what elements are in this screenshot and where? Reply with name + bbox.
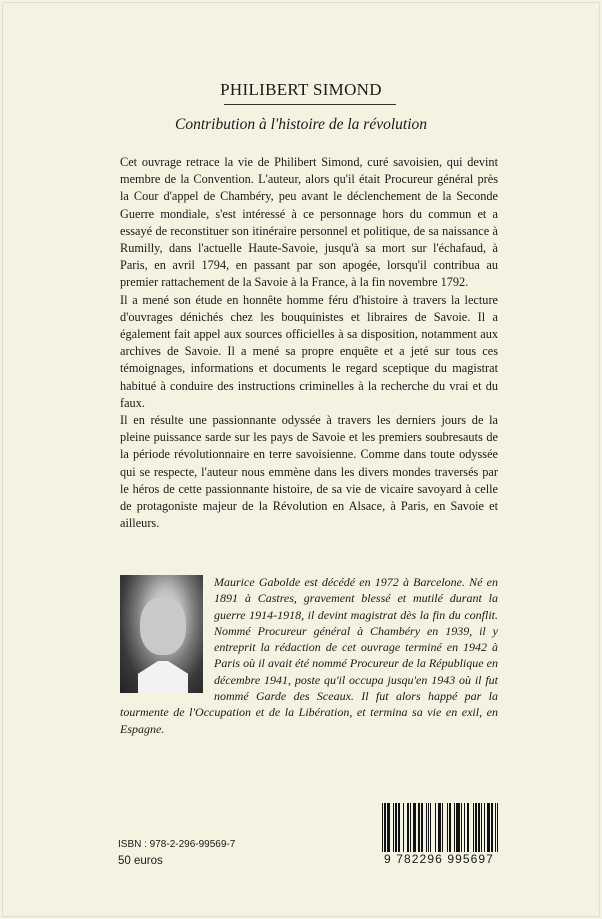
blurb-paragraph: Cet ouvrage retrace la vie de Philibert Simond, curé savoisien, qui devint membre de la Convention. L'auteur, alors qu'il était Procureur général près la Cour d'appel de Chambéry, peu avant le déclenchement de la Seconde Guerre mondiale, s'est intéressé à ce personnage hors du commun et a essayé de reconstituer son itinéraire personnel et politique, de sa naissance à Rumilly, dans l'actuelle Haute-Savoie, jusqu'à sa mort sur l'échafaud, à Paris, en avril 1794, en passant par son apogée, lorsqu'il contribua au premier rattachement de la Savoie à la France, à la fin novembre 1792.	[120, 155, 498, 290]
barcode	[382, 803, 500, 855]
blurb-paragraph: Il en résulte une passionnante odyssée à travers les derniers jours de la pleine puissance sarde sur les pays de Savoie et les premiers soubresauts de la période révolutionnaire en terre savoisienne. Comme dans toute odyssée qui se respecte, l'auteur nous emmène dans les divers mondes traversés par le héros de cette passionnante histoire, de sa vie de vicaire savoyard à celle de protagoniste majeur de la Révolution en Alsace, à Paris, en Savoie et ailleurs.	[120, 413, 498, 531]
author-bio-block	[120, 574, 498, 737]
title-underline	[224, 104, 396, 105]
blurb-paragraph: Il a mené son étude en honnête homme féru d'histoire à travers la lecture d'ouvrages dénichés chez les bouquinistes et libraires de Savoie. Il a également fait appel aux sources officielles à sa disposition, notamment aux archives de Savoie. Il a mené sa propre enquête et a jeté sur tous ces témoignages, informations et documents le regard sceptique du magistrat habitué à conduire des instructions criminelles à la recherche du vrai et du faux.	[120, 292, 498, 410]
isbn: ISBN : 978-2-296-99569-7	[118, 839, 236, 850]
barcode-digits: 9 782296 995697	[376, 852, 502, 866]
blurb	[120, 154, 498, 532]
barcode-space	[498, 803, 499, 855]
book-subtitle: Contribution à l'histoire de la révolution	[174, 116, 428, 133]
author-bio: Maurice Gabolde est décédé en 1972 à Barcelone. Né en 1891 à Castres, gravement blessé et mutilé durant la guerre 1914-1918, il devint magistrat dès la fin du conflit. Nommé Procureur général à Chambéry en 1939, il y entreprit la rédaction de cet ouvrage terminé en 1942 à Paris où il avait été nommé Procureur de la République en décembre 1941, poste qu'il occupa jusqu'en 1943 où il fut nommé Garde des Sceaux. Il fut alors happé par la tourmente de l'Occupation et de la Libération, et termina sa vie en exil, en Espagne.	[120, 575, 498, 736]
book-title: PHILIBERT SIMOND	[220, 80, 382, 99]
price: 50 euros	[118, 855, 163, 867]
